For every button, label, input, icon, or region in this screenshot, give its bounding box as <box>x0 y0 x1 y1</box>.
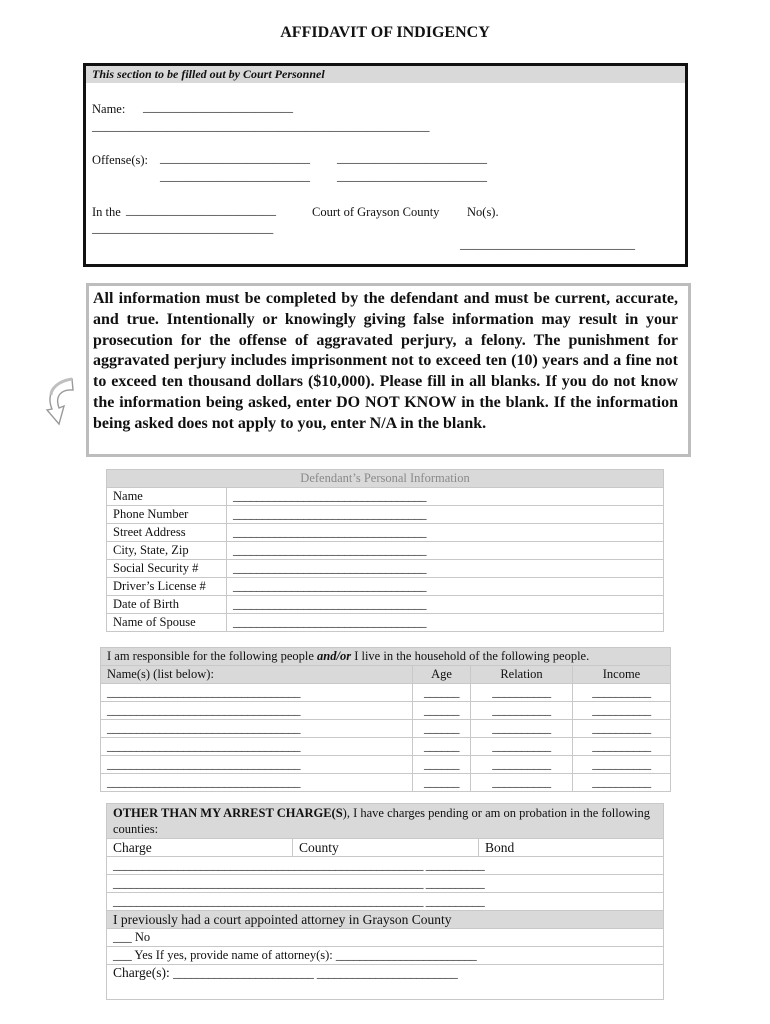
personal-info-header: Defendant’s Personal Information <box>107 470 664 488</box>
col-charge-header: Charge <box>107 839 293 857</box>
attorney-heading: I previously had a court appointed attorney in Grayson County <box>107 911 664 929</box>
court-name-line[interactable]: ________________________ <box>126 203 276 217</box>
name-field[interactable]: _________________________________ <box>227 488 664 506</box>
field-label: City, State, Zip <box>107 542 227 560</box>
field-label: Phone Number <box>107 506 227 524</box>
table-row <box>107 614 664 632</box>
field-label: Driver’s License # <box>107 578 227 596</box>
phone-field[interactable]: _________________________________ <box>227 506 664 524</box>
member-relation-field[interactable]: __________ <box>471 720 573 738</box>
member-relation-field[interactable]: __________ <box>471 684 573 702</box>
field-label: Social Security # <box>107 560 227 578</box>
member-income-field[interactable]: __________ <box>573 756 671 774</box>
col-income-header: Income <box>573 666 671 684</box>
member-age-field[interactable]: ______ <box>413 702 471 720</box>
table-row <box>101 720 671 738</box>
bond-field[interactable]: __________ <box>425 894 485 908</box>
household-intro-text-end: I live in the household of the following people. <box>354 649 590 663</box>
table-row <box>107 578 664 596</box>
case-number-line-1[interactable]: ____________________________ <box>460 237 635 251</box>
member-name-field[interactable]: _________________________________ <box>101 684 413 702</box>
col-bond-header: Bond <box>479 839 664 857</box>
table-row <box>107 542 664 560</box>
table-row <box>107 875 664 893</box>
household-intro <box>101 648 671 666</box>
table-row <box>107 929 664 947</box>
col-name-header: Name(s) (list below): <box>101 666 413 684</box>
bond-field[interactable]: __________ <box>425 876 485 890</box>
table-row <box>107 524 664 542</box>
bond-field[interactable]: __________ <box>425 858 485 872</box>
member-income-field[interactable]: __________ <box>573 720 671 738</box>
name-line-2[interactable]: ______________________________________________________ <box>92 119 430 133</box>
field-label: Date of Birth <box>107 596 227 614</box>
member-age-field[interactable]: ______ <box>413 720 471 738</box>
member-name-field[interactable]: _________________________________ <box>101 720 413 738</box>
charge-county-field[interactable]: _____________________________________________________ <box>113 876 424 890</box>
spouse-name-field[interactable]: _________________________________ <box>227 614 664 632</box>
offense-line-1a[interactable]: ________________________ <box>160 151 310 165</box>
perjury-warning-text: All information must be completed by the defendant and must be current, accurate, and true. Intentionally or knowingly giving false information may result in your prosecution for the offense of aggravated perjury, a felony. The punishment for aggravated perjury includes imprisonment not to exceed ten (10) years and a fine not to exceed ten thousand dollars ($10,000). Please fill in all blanks. If you do not know the information being asked, enter DO NOT KNOW in the blank. If the information being asked does not apply to you, enter N/A in the blank. <box>93 290 678 432</box>
member-name-field[interactable]: _________________________________ <box>101 738 413 756</box>
member-age-field[interactable]: ______ <box>413 738 471 756</box>
table-row <box>107 506 664 524</box>
attorney-prompt: If yes, provide name of attorney(s): <box>155 948 333 962</box>
field-label: Name of Spouse <box>107 614 227 632</box>
charge-county-field[interactable]: _____________________________________________________ <box>113 894 424 908</box>
col-age-header: Age <box>413 666 471 684</box>
member-relation-field[interactable]: __________ <box>471 738 573 756</box>
col-county-header: County <box>293 839 479 857</box>
table-row <box>107 488 664 506</box>
court-extra-line[interactable]: _____________________________ <box>92 221 274 235</box>
member-income-field[interactable]: __________ <box>573 684 671 702</box>
street-address-field[interactable]: _________________________________ <box>227 524 664 542</box>
col-relation-header: Relation <box>471 666 573 684</box>
household-table <box>100 647 671 792</box>
member-name-field[interactable]: _________________________________ <box>101 702 413 720</box>
member-income-field[interactable]: __________ <box>573 702 671 720</box>
other-charges-table <box>106 803 664 1000</box>
member-relation-field[interactable]: __________ <box>471 774 573 792</box>
other-charges-intro-text: ), I have charges pending or am on probation in the following counties: <box>113 806 651 836</box>
court-section-header: This section to be filled out by Court Personnel <box>86 66 685 83</box>
field-label: Street Address <box>107 524 227 542</box>
member-relation-field[interactable]: __________ <box>471 756 573 774</box>
table-row <box>107 596 664 614</box>
table-row <box>101 702 671 720</box>
charges-field-2[interactable]: ________________________ <box>316 966 458 980</box>
member-name-field[interactable]: _________________________________ <box>101 756 413 774</box>
case-number-line-2[interactable]: ____________________________ <box>460 253 635 267</box>
perjury-warning-box <box>86 283 691 457</box>
court-personnel-section <box>83 63 688 267</box>
offense-line-2b[interactable]: ________________________ <box>337 169 487 183</box>
date-of-birth-field[interactable]: _________________________________ <box>227 596 664 614</box>
member-income-field[interactable]: __________ <box>573 738 671 756</box>
drivers-license-field[interactable]: _________________________________ <box>227 578 664 596</box>
household-intro-emphasis: and/or <box>317 649 352 663</box>
other-charges-intro <box>107 804 664 839</box>
member-age-field[interactable]: ______ <box>413 756 471 774</box>
member-age-field[interactable]: ______ <box>413 684 471 702</box>
charge-county-field[interactable]: _____________________________________________________ <box>113 858 424 872</box>
member-relation-field[interactable]: __________ <box>471 702 573 720</box>
curved-arrow-icon <box>42 375 76 427</box>
table-row <box>101 774 671 792</box>
court-of-label: Court of Grayson County <box>312 205 440 219</box>
yes-label: Yes <box>134 948 153 962</box>
table-row <box>101 738 671 756</box>
city-state-zip-field[interactable]: _________________________________ <box>227 542 664 560</box>
offense-label: Offense(s): <box>92 153 148 167</box>
attorney-name-field[interactable]: ________________________ <box>335 948 477 962</box>
member-name-field[interactable]: _________________________________ <box>101 774 413 792</box>
member-income-field[interactable]: __________ <box>573 774 671 792</box>
household-intro-text: I am responsible for the following people <box>107 649 314 663</box>
offense-line-1b[interactable]: ________________________ <box>337 151 487 165</box>
case-nos-label: No(s). <box>467 205 499 219</box>
table-row <box>107 893 664 911</box>
no-checkbox-line[interactable]: ___ <box>113 930 132 944</box>
table-row <box>101 756 671 774</box>
table-row <box>107 560 664 578</box>
table-row <box>107 947 664 965</box>
field-label: Name <box>107 488 227 506</box>
name-label: Name: <box>92 102 126 116</box>
member-age-field[interactable]: ______ <box>413 774 471 792</box>
table-row <box>107 857 664 875</box>
page-title: AFFIDAVIT OF INDIGENCY <box>280 24 490 41</box>
ssn-field[interactable]: _________________________________ <box>227 560 664 578</box>
in-the-label: In the <box>92 205 121 219</box>
personal-info-table <box>106 469 664 632</box>
charges-field-1[interactable]: ________________________ <box>173 966 314 980</box>
table-row <box>107 965 664 1000</box>
charges-label: Charge(s): <box>113 965 170 980</box>
name-line-1[interactable]: ________________________ <box>143 100 293 114</box>
yes-checkbox-line[interactable]: ___ <box>113 948 132 962</box>
other-charges-intro-bold: OTHER THAN MY ARREST CHARGE(S <box>113 806 343 820</box>
table-row <box>101 684 671 702</box>
no-label: No <box>134 930 151 944</box>
offense-line-2a[interactable]: ________________________ <box>160 169 310 183</box>
